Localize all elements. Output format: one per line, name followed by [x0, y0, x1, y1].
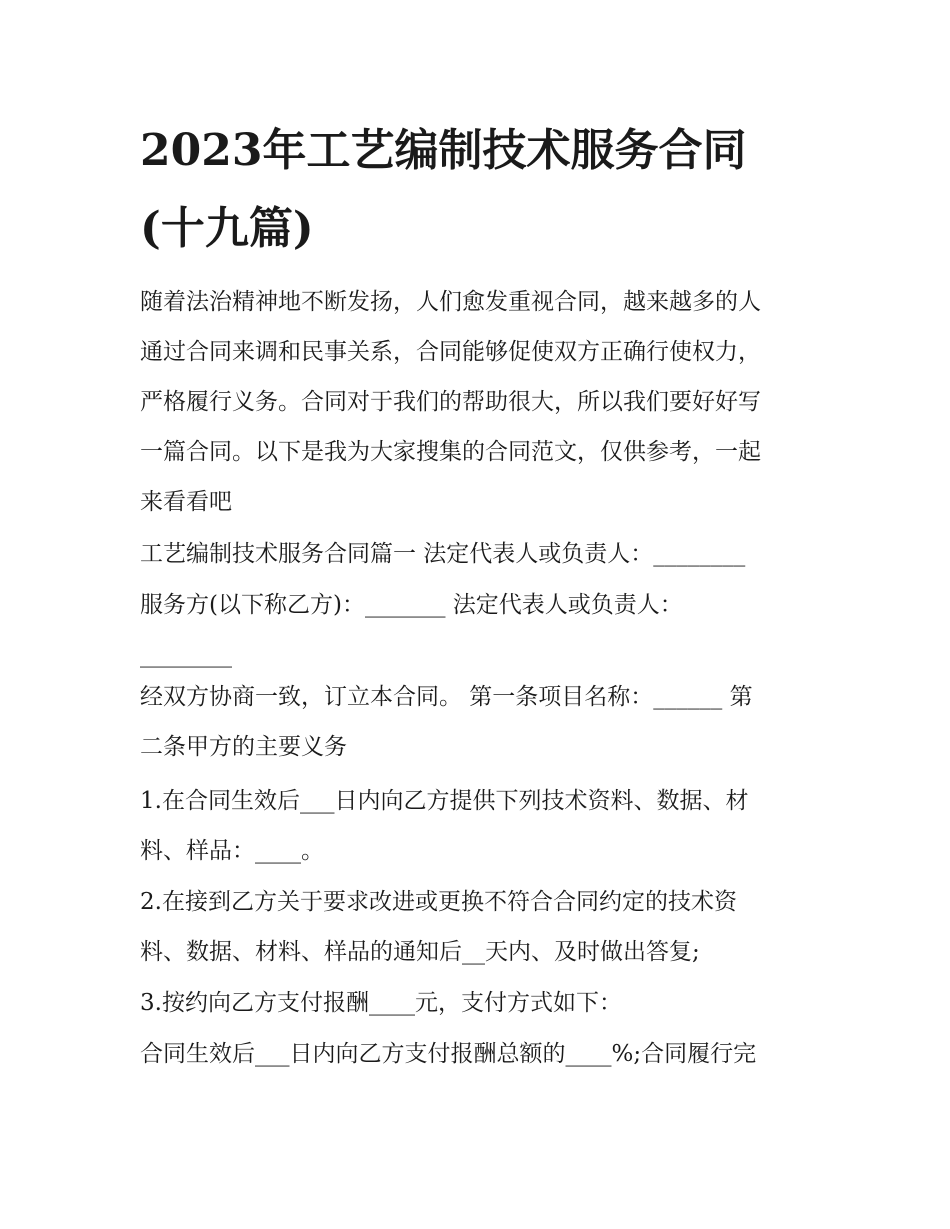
payment-line: 合同生效后___日内向乙方支付报酬总额的____%;合同履行完 [140, 1041, 757, 1067]
intro-line-4: 一篇合同。以下是我为大家搜集的合同范文，仅供参考，一起 [140, 439, 761, 465]
intro-line-1: 随着法治精神地不断发扬，人们愈发重视合同，越来越多的人 [140, 289, 761, 315]
document-title [140, 112, 820, 268]
representative-blank-line: ________ [140, 642, 232, 668]
contract-heading-line: 工艺编制技术服务合同篇一 法定代表人或负责人：________ [140, 541, 746, 567]
article-two-line: 二条甲方的主要义务 [140, 734, 347, 760]
clause-2-line-2: 料、数据、材料、样品的通知后__天内、及时做出答复; [140, 939, 700, 965]
clause-3-line: 3.按约向乙方支付报酬____元，支付方式如下： [140, 990, 622, 1016]
intro-line-5: 来看看吧 [140, 489, 232, 515]
service-party-line: 服务方(以下称乙方)：_______ 法定代表人或负责人： [140, 592, 683, 618]
intro-line-3: 严格履行义务。合同对于我们的帮助很大，所以我们要好好写 [140, 389, 761, 415]
title-line-2: (十九篇) [140, 203, 314, 254]
intro-line-2: 通过合同来调和民事关系，合同能够促使双方正确行使权力， [140, 339, 761, 365]
clause-2-line-1: 2.在接到乙方关于要求改进或更换不符合合同约定的技术资 [140, 889, 737, 915]
clause-1-line-1: 1.在合同生效后___日内向乙方提供下列技术资料、数据、材 [140, 788, 749, 814]
clause-1-line-2: 料、样品：____。 [140, 838, 324, 864]
article-one-line: 经双方协商一致，订立本合同。 第一条项目名称：______ 第 [140, 684, 753, 710]
title-line-1: 2023年工艺编制技术服务合同 [140, 125, 747, 176]
